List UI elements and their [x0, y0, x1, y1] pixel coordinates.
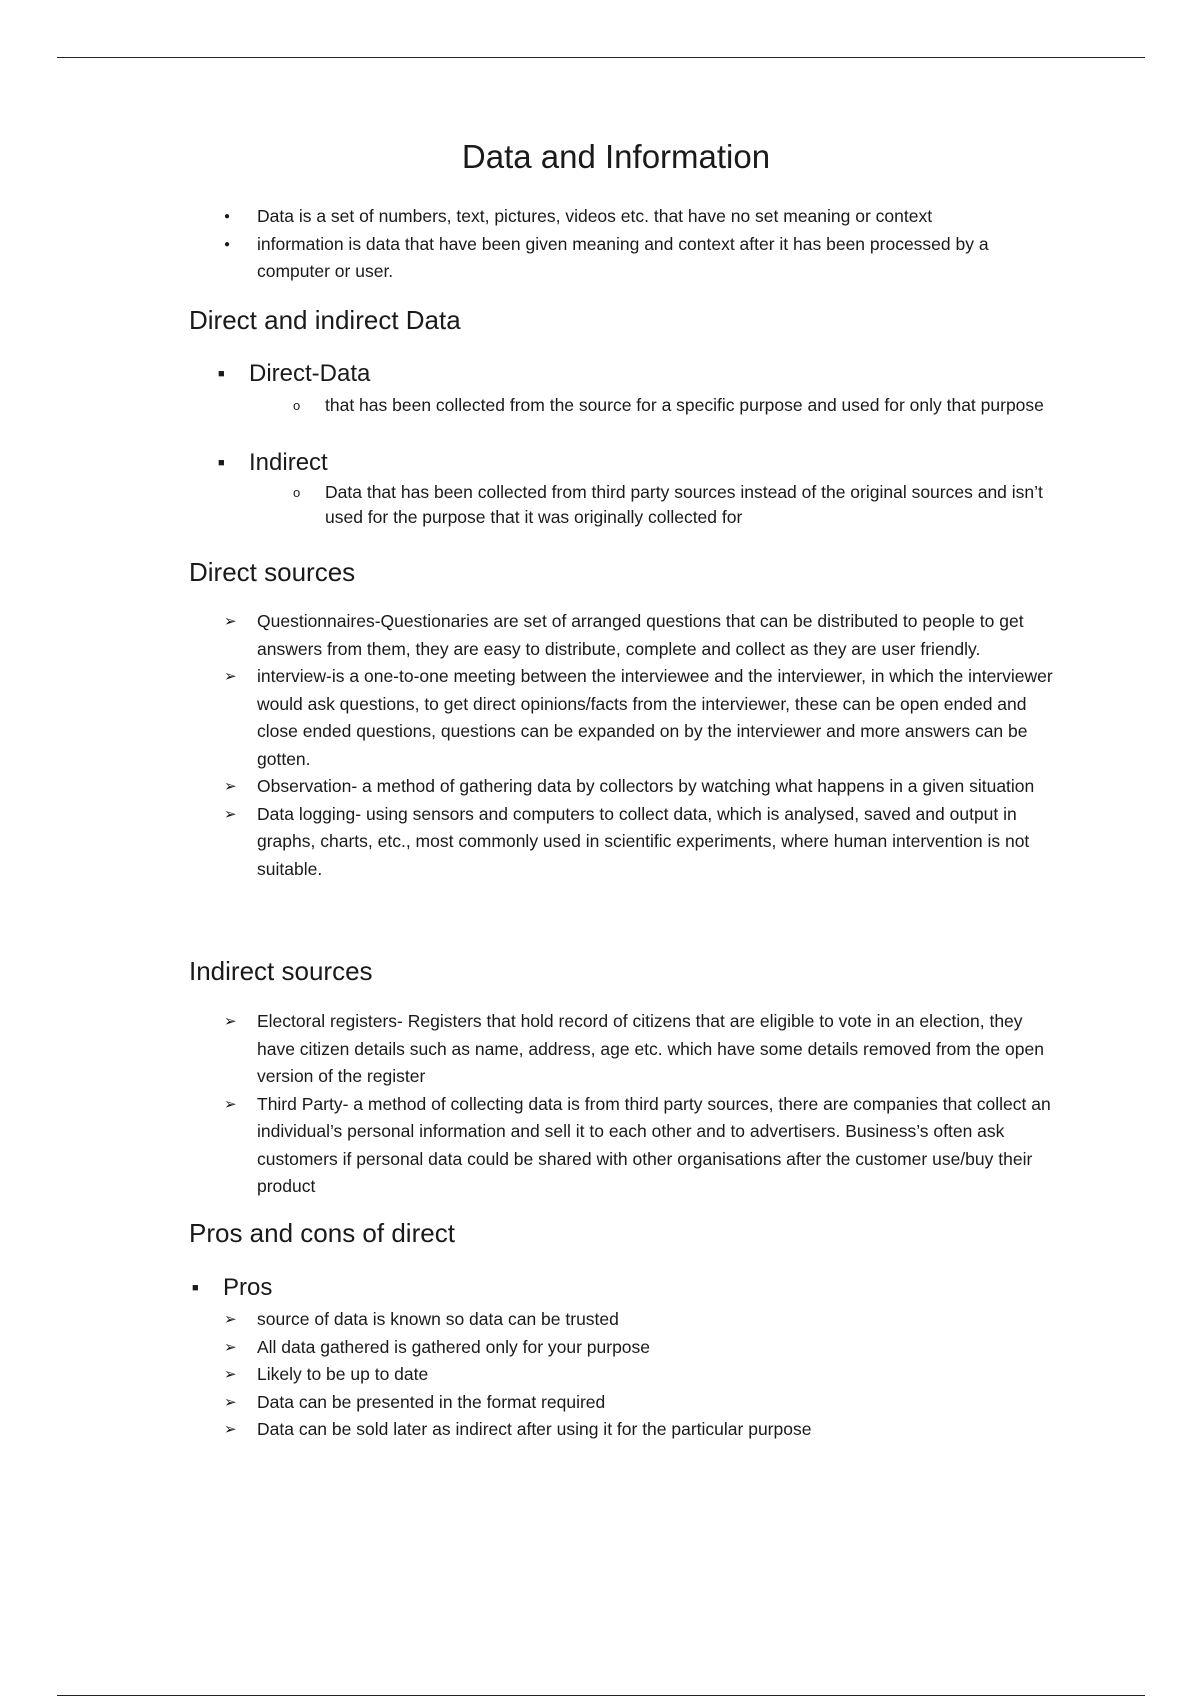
list-item: ➢ interview-is a one-to-one meeting between the interviewee and the interviewer, in which the interviewer would ask questions, to get direct opinions/facts from the interviewer, these can be open ended and close ended questions, questions can be expanded on by the interviewer and more answers can be gotten. — [257, 663, 1057, 773]
list-item — [249, 447, 1049, 479]
indirect-list — [249, 447, 1049, 479]
section-heading-direct-indirect: Direct and indirect Data — [189, 305, 461, 335]
direct-data-detail-list — [325, 393, 1050, 418]
indirect-sources-list — [257, 1008, 1057, 1201]
list-item: o that has been collected from the source for a specific purpose and used for only that purpose — [325, 393, 1050, 418]
pros-label-list — [223, 1272, 1023, 1304]
pros-label: Pros — [223, 1274, 273, 1301]
list-item — [249, 358, 1049, 390]
direct-indirect-list — [249, 358, 1049, 390]
section-heading-pros-cons: Pros and cons of direct — [189, 1218, 455, 1248]
list-item — [223, 1272, 1023, 1304]
list-item: ➢ Data logging- using sensors and computers to collect data, which is analysed, saved and output in graphs, charts, etc., most commonly used in scientific experiments, where human intervention is not suitable. — [257, 801, 1057, 884]
list-item: ➢ Data can be sold later as indirect after using it for the particular purpose — [257, 1416, 1057, 1444]
item-label: Indirect — [249, 449, 328, 476]
list-item: ➢ All data gathered is gathered only for your purpose — [257, 1334, 1057, 1362]
intro-list — [257, 203, 1057, 286]
list-item: ➢ Data can be presented in the format required — [257, 1389, 1057, 1417]
list-item: ➢ Third Party- a method of collecting data is from third party sources, there are companies that collect an individual’s personal information and sell it to each other and to advertisers. Business’s often ask customers if personal data could be shared with other organisations after the customer use/buy their product — [257, 1091, 1057, 1201]
list-item: ➢ source of data is known so data can be trusted — [257, 1306, 1057, 1334]
pros-list — [257, 1306, 1057, 1444]
section-heading-indirect-sources: Indirect sources — [189, 956, 373, 986]
direct-sources-list — [257, 608, 1057, 883]
section-heading-direct-sources: Direct sources — [189, 557, 356, 587]
list-item: ➢ Questionnaires-Questionaries are set of arranged questions that can be distributed to people to get answers from them, they are easy to distribute, complete and collect as they are user friendly. — [257, 608, 1057, 663]
item-label: Direct-Data — [249, 360, 371, 387]
list-item: ➢ Electoral registers- Registers that hold record of citizens that are eligible to vote in an election, they have citizen details such as name, address, age etc. which have some details removed from the open version of the register — [257, 1008, 1057, 1091]
list-item: ● Data is a set of numbers, text, pictures, videos etc. that have no set meaning or context — [257, 203, 1057, 231]
list-item: ➢ Likely to be up to date — [257, 1361, 1057, 1389]
indirect-detail-list — [325, 480, 1050, 530]
list-item: o Data that has been collected from third party sources instead of the original sources and isn’t used for the purpose that it was originally collected for — [325, 480, 1050, 530]
header-rule — [57, 57, 1145, 58]
list-item: ● information is data that have been given meaning and context after it has been processed by a computer or user. — [257, 231, 1057, 286]
document-title: Data and Information — [461, 138, 771, 175]
list-item: ➢ Observation- a method of gathering data by collectors by watching what happens in a given situation — [257, 773, 1057, 801]
footer-rule — [57, 1695, 1145, 1696]
